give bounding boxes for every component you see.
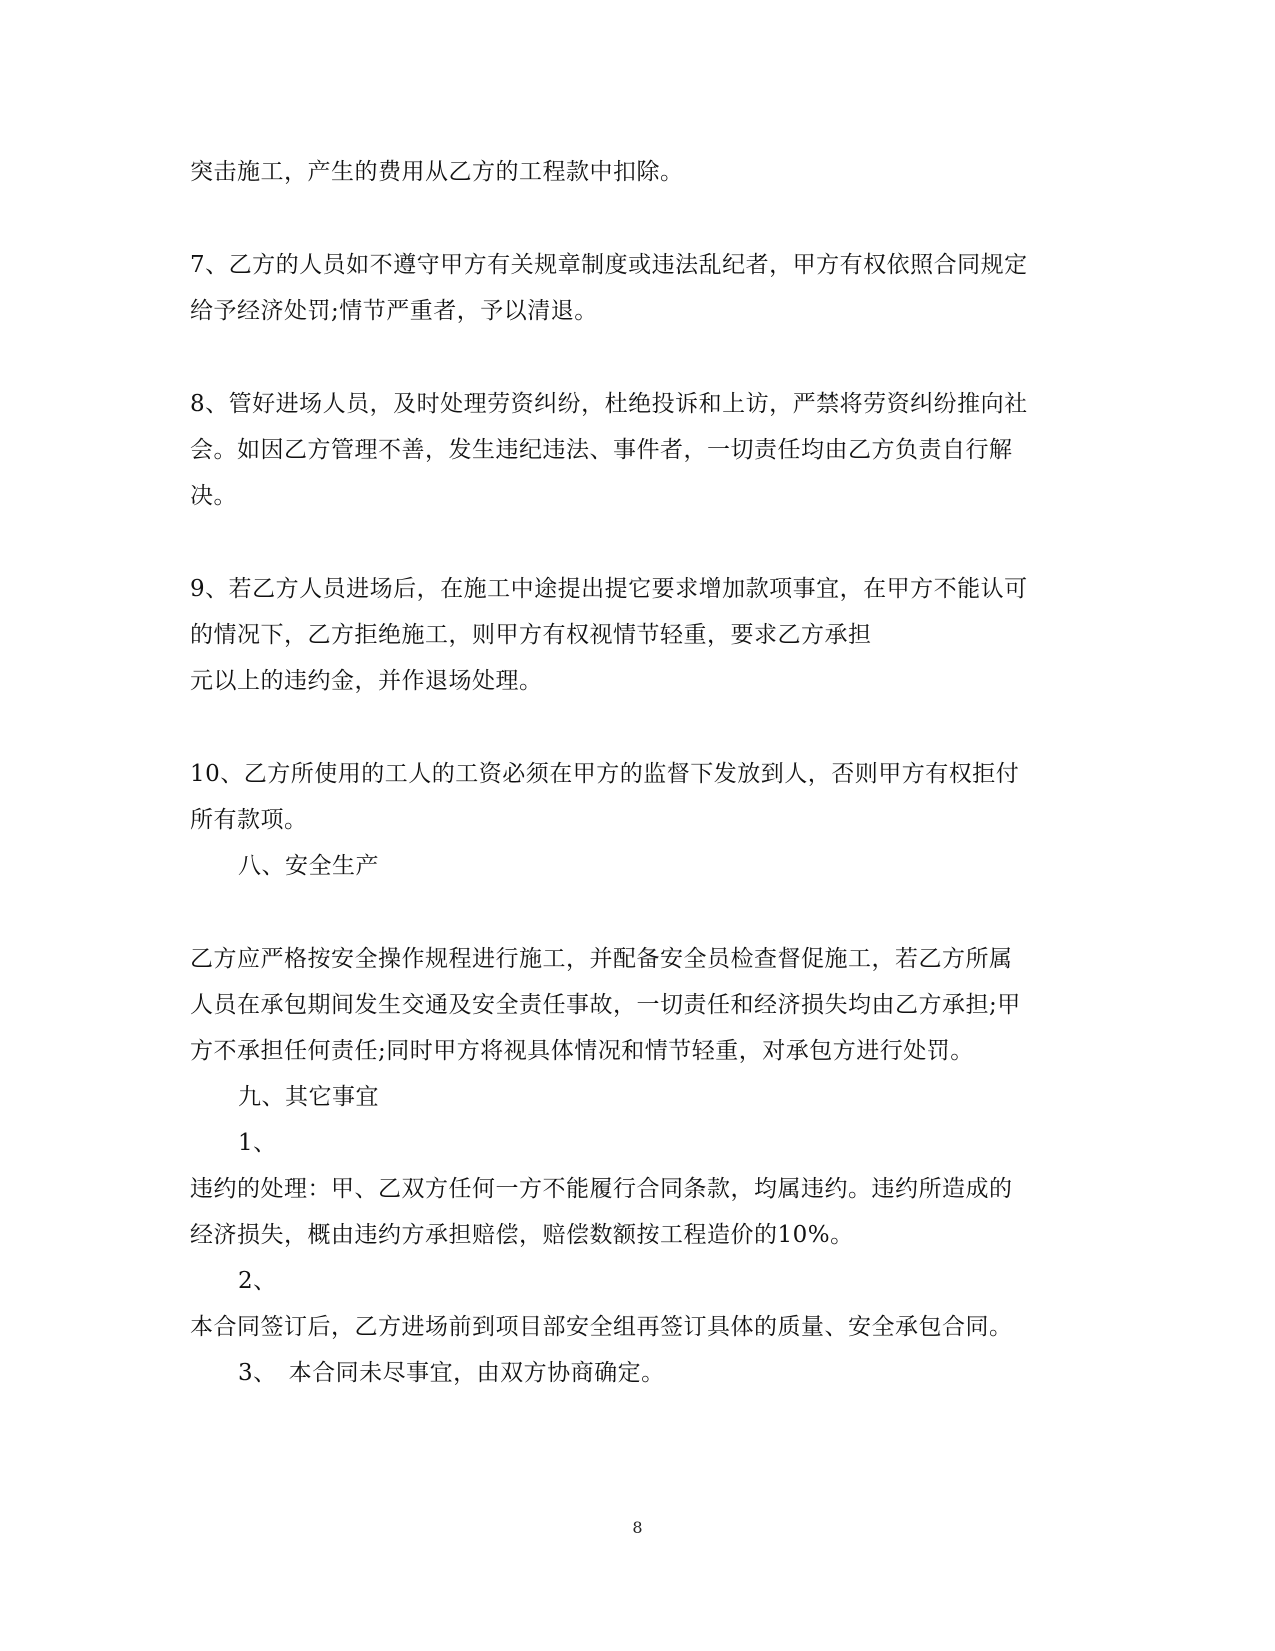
text-line: 突击施工，产生的费用从乙方的工程款中扣除。: [190, 159, 684, 185]
text-line: 的情况下，乙方拒绝施工，则甲方有权视情节轻重，要求乙方承担: [190, 622, 872, 648]
text-line: 方不承担任何责任;同时甲方将视具体情况和情节轻重，对承包方进行处罚。: [190, 1038, 974, 1064]
section-heading: 九、其它事宜: [238, 1084, 379, 1110]
text-line: 9、若乙方人员进场后，在施工中途提出提它要求增加款项事宜，在甲方不能认可: [190, 576, 1028, 602]
text-line: 给予经济处罚;情节严重者，予以清退。: [190, 298, 598, 324]
text-line: 10、乙方所使用的工人的工资必须在甲方的监督下发放到人，否则甲方有权拒付: [190, 761, 1020, 787]
text-line: 乙方应严格按安全操作规程进行施工，并配备安全员检查督促施工，若乙方所属: [190, 946, 1013, 972]
text-line: 7、乙方的人员如不遵守甲方有关规章制度或违法乱纪者，甲方有权依照合同规定: [190, 252, 1028, 278]
text-line: 所有款项。: [190, 807, 308, 833]
text-line: 人员在承包期间发生交通及安全责任事故，一切责任和经济损失均由乙方承担;甲: [190, 992, 1021, 1018]
text-line: 经济损失，概由违约方承担赔偿，赔偿数额按工程造价的10%。: [190, 1222, 854, 1248]
text-line: 决。: [190, 483, 237, 509]
text-line: 8、管好进场人员，及时处理劳资纠纷，杜绝投诉和上访，严禁将劳资纠纷推向社: [190, 391, 1028, 417]
text-line: 元以上的违约金，并作退场处理。: [190, 668, 543, 694]
text-line: 3、 本合同未尽事宜，由双方协商确定。: [238, 1360, 665, 1386]
text-line: 会。如因乙方管理不善，发生违纪违法、事件者，一切责任均由乙方负责自行解: [190, 437, 1013, 463]
text-line: 本合同签订后，乙方进场前到项目部安全组再签订具体的质量、安全承包合同。: [190, 1314, 1013, 1340]
list-number: 2、: [238, 1268, 277, 1294]
page-number: 8: [632, 1518, 643, 1537]
list-number: 1、: [238, 1130, 277, 1156]
text-line: 违约的处理：甲、乙双方任何一方不能履行合同条款，均属违约。违约所造成的: [190, 1176, 1013, 1202]
section-heading: 八、安全生产: [238, 853, 379, 879]
